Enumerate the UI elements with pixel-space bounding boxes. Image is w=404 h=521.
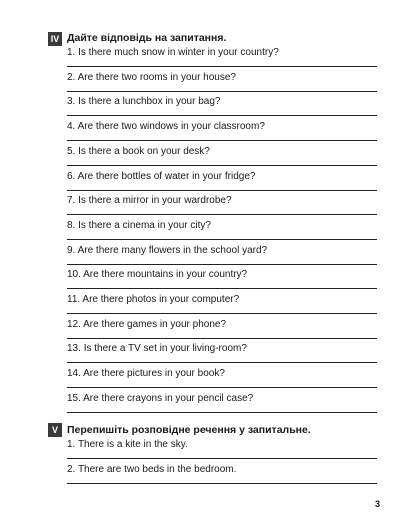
section-iv-badge: IV xyxy=(48,32,62,46)
question-text xyxy=(67,438,188,451)
answer-line[interactable] xyxy=(67,140,377,141)
answer-line[interactable] xyxy=(67,190,377,191)
question-text xyxy=(67,145,210,158)
question-text xyxy=(67,244,267,257)
answer-line[interactable] xyxy=(67,115,377,116)
question-body: Are there two windows in your classroom? xyxy=(77,121,265,133)
answer-line[interactable] xyxy=(67,313,377,314)
question-body: There are two beds in the bedroom. xyxy=(77,463,237,475)
answer-line[interactable] xyxy=(67,66,377,67)
answer-line[interactable] xyxy=(67,483,377,484)
answer-line[interactable] xyxy=(67,412,377,413)
question-number: 6. xyxy=(67,170,76,182)
question-number: 5. xyxy=(67,145,76,157)
question-number: 12. xyxy=(67,318,81,330)
iv-question-9 xyxy=(67,244,384,269)
answer-line[interactable] xyxy=(67,458,377,459)
section-iv-title: Дайте відповідь на запитання. xyxy=(67,32,227,44)
answer-line[interactable] xyxy=(67,338,377,339)
question-body: Is there a lunchbox in your bag? xyxy=(78,96,221,108)
iv-question-8 xyxy=(67,219,384,244)
question-text xyxy=(67,194,232,207)
question-body: Is there a TV set in your living-room? xyxy=(83,343,247,355)
answer-line[interactable] xyxy=(67,264,377,265)
iv-question-10 xyxy=(67,268,384,293)
question-text xyxy=(67,170,255,183)
question-number: 14. xyxy=(67,368,81,380)
question-body: Are there two rooms in your house? xyxy=(77,71,236,83)
question-number: 2. xyxy=(67,71,76,83)
question-text xyxy=(67,71,236,84)
iv-question-4 xyxy=(67,120,384,145)
iv-question-5 xyxy=(67,145,384,170)
answer-line[interactable] xyxy=(67,214,377,215)
question-number: 7. xyxy=(67,195,76,207)
question-text xyxy=(67,219,211,232)
question-number: 4. xyxy=(67,121,76,133)
iv-question-6 xyxy=(67,170,384,195)
question-text xyxy=(67,120,265,133)
question-body: Are there mountains in your country? xyxy=(83,269,248,281)
question-text xyxy=(67,293,239,306)
question-text xyxy=(67,46,279,59)
question-text xyxy=(67,342,247,355)
answer-line[interactable] xyxy=(67,387,377,388)
iv-question-3 xyxy=(67,95,384,120)
question-body: Are there bottles of water in your fridge? xyxy=(77,170,256,182)
page-number: 3 xyxy=(374,499,380,509)
question-number: 1. xyxy=(67,439,76,450)
v-question-2 xyxy=(67,463,384,488)
answer-line[interactable] xyxy=(67,362,377,363)
question-number: 3. xyxy=(67,96,76,108)
question-number: 10. xyxy=(67,269,81,281)
question-number: 1. xyxy=(67,47,76,58)
answer-line[interactable] xyxy=(67,288,377,289)
iv-question-12 xyxy=(67,318,384,343)
question-body: Are there photos in your computer? xyxy=(82,294,240,305)
question-number: 11. xyxy=(67,294,81,305)
iv-question-15 xyxy=(67,392,384,417)
iv-question-14 xyxy=(67,367,384,392)
question-text xyxy=(67,367,225,380)
question-text xyxy=(67,268,247,281)
section-v-badge: V xyxy=(48,423,62,437)
question-body: Is there a mirror in your wardrobe? xyxy=(78,195,232,207)
question-body: Are there many flowers in the school yard? xyxy=(77,244,268,256)
question-text xyxy=(67,318,226,331)
question-body: Is there a cinema in your city? xyxy=(78,219,211,231)
question-number: 2. xyxy=(67,463,76,475)
section-v-title: Перепишіть розповідне речення у запитальне. xyxy=(67,424,311,436)
answer-line[interactable] xyxy=(67,165,377,166)
question-number: 15. xyxy=(67,392,81,404)
iv-question-7 xyxy=(67,194,384,219)
question-body: Are there games in your phone? xyxy=(83,318,227,330)
iv-question-13 xyxy=(67,342,384,367)
iv-question-2 xyxy=(67,71,384,96)
question-body: Are there crayons in your pencil case? xyxy=(83,392,254,404)
question-number: 9. xyxy=(67,244,76,256)
question-body: Is there a book on your desk? xyxy=(78,145,210,157)
question-text xyxy=(67,95,220,108)
question-number: 13. xyxy=(67,343,81,355)
answer-line[interactable] xyxy=(67,91,377,92)
question-body: Is there much snow in winter in your country? xyxy=(78,47,279,58)
answer-line[interactable] xyxy=(67,239,377,240)
v-question-1 xyxy=(67,438,384,463)
question-text xyxy=(67,392,253,405)
question-body: Are there pictures in your book? xyxy=(83,368,225,380)
question-body: There is a kite in the sky. xyxy=(77,439,188,450)
question-text xyxy=(67,463,236,476)
question-number: 8. xyxy=(67,219,76,231)
iv-question-11 xyxy=(67,293,384,318)
iv-question-1 xyxy=(67,46,384,71)
